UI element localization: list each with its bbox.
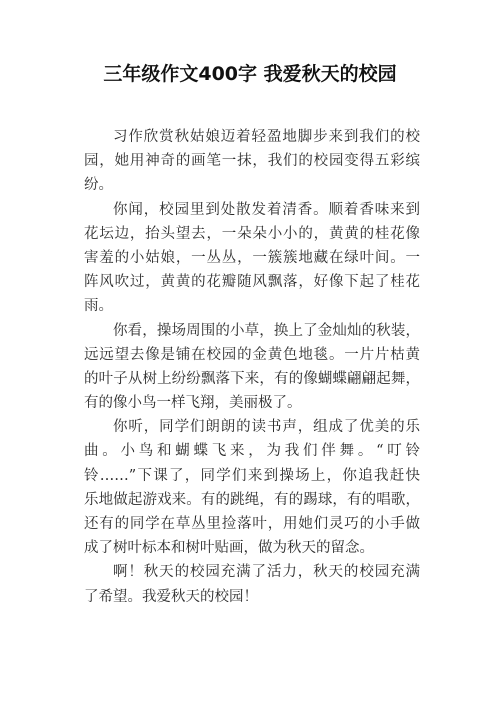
text-line: 害羞的小姑娘，一丛丛，一簇簇地藏在绿叶间。一 — [84, 249, 420, 266]
text-line: 阵风吹过，黄黄的花瓣随风飘落，好像下起了桂花 — [84, 274, 420, 291]
text-line: 你闻，校园里到处散发着清香。顺着香味来到 — [113, 201, 420, 218]
text-line: 的叶子从树上纷纷飘落下来，有的像蝴蝶翩翩起舞， — [84, 370, 420, 387]
text-line: 乐地做起游戏来。有的跳绳，有的踢球，有的唱歌， — [84, 491, 420, 508]
text-line: 还有的同学在草丛里捡落叶，用她们灵巧的小手做 — [84, 516, 420, 532]
text-line: 花坛边，抬头望去，一朵朵小小的，黄黄的桂花像 — [84, 225, 420, 242]
text-line: 远远望去像是铺在校园的金黄色地毯。一片片枯黄 — [84, 346, 420, 363]
text-line: 习作欣赏秋姑娘迈着轻盈地脚步来到我们的校 — [113, 129, 420, 145]
text-line: 曲。小鸟和蝴蝶飞来，为我们伴舞。“叮铃 — [84, 443, 420, 460]
paragraph-5 — [84, 560, 420, 608]
article-body — [84, 125, 420, 609]
text-line: 成了树叶标本和树叶贴画，做为秋天的留念。 — [84, 540, 374, 557]
text-line: 雨。 — [84, 298, 113, 315]
text-line: 铃……”下课了，同学们来到操场上，你追我赶快 — [84, 467, 420, 484]
text-line: 园，她用神奇的画笔一抹，我们的校园变得五彩缤 — [84, 153, 420, 170]
text-line: 了希望。我爱秋天的校园！ — [84, 588, 258, 605]
text-line: 你听，同学们朗朗的读书声，组成了优美的乐 — [113, 419, 420, 436]
text-line: 有的像小鸟一样飞翔，美丽极了。 — [84, 395, 302, 412]
text-line: 纷。 — [84, 177, 113, 194]
text-line: 啊！秋天的校园充满了活力，秋天的校园充满 — [113, 564, 420, 581]
paragraph-4 — [84, 415, 420, 560]
paragraph-2 — [84, 198, 420, 319]
text-line: 你看，操场周围的小草，换上了金灿灿的秋装， — [113, 322, 420, 339]
paragraph-1 — [84, 125, 420, 198]
paragraph-3 — [84, 319, 420, 416]
page-title: 三年级作文400字 我爱秋天的校园 — [103, 63, 397, 85]
